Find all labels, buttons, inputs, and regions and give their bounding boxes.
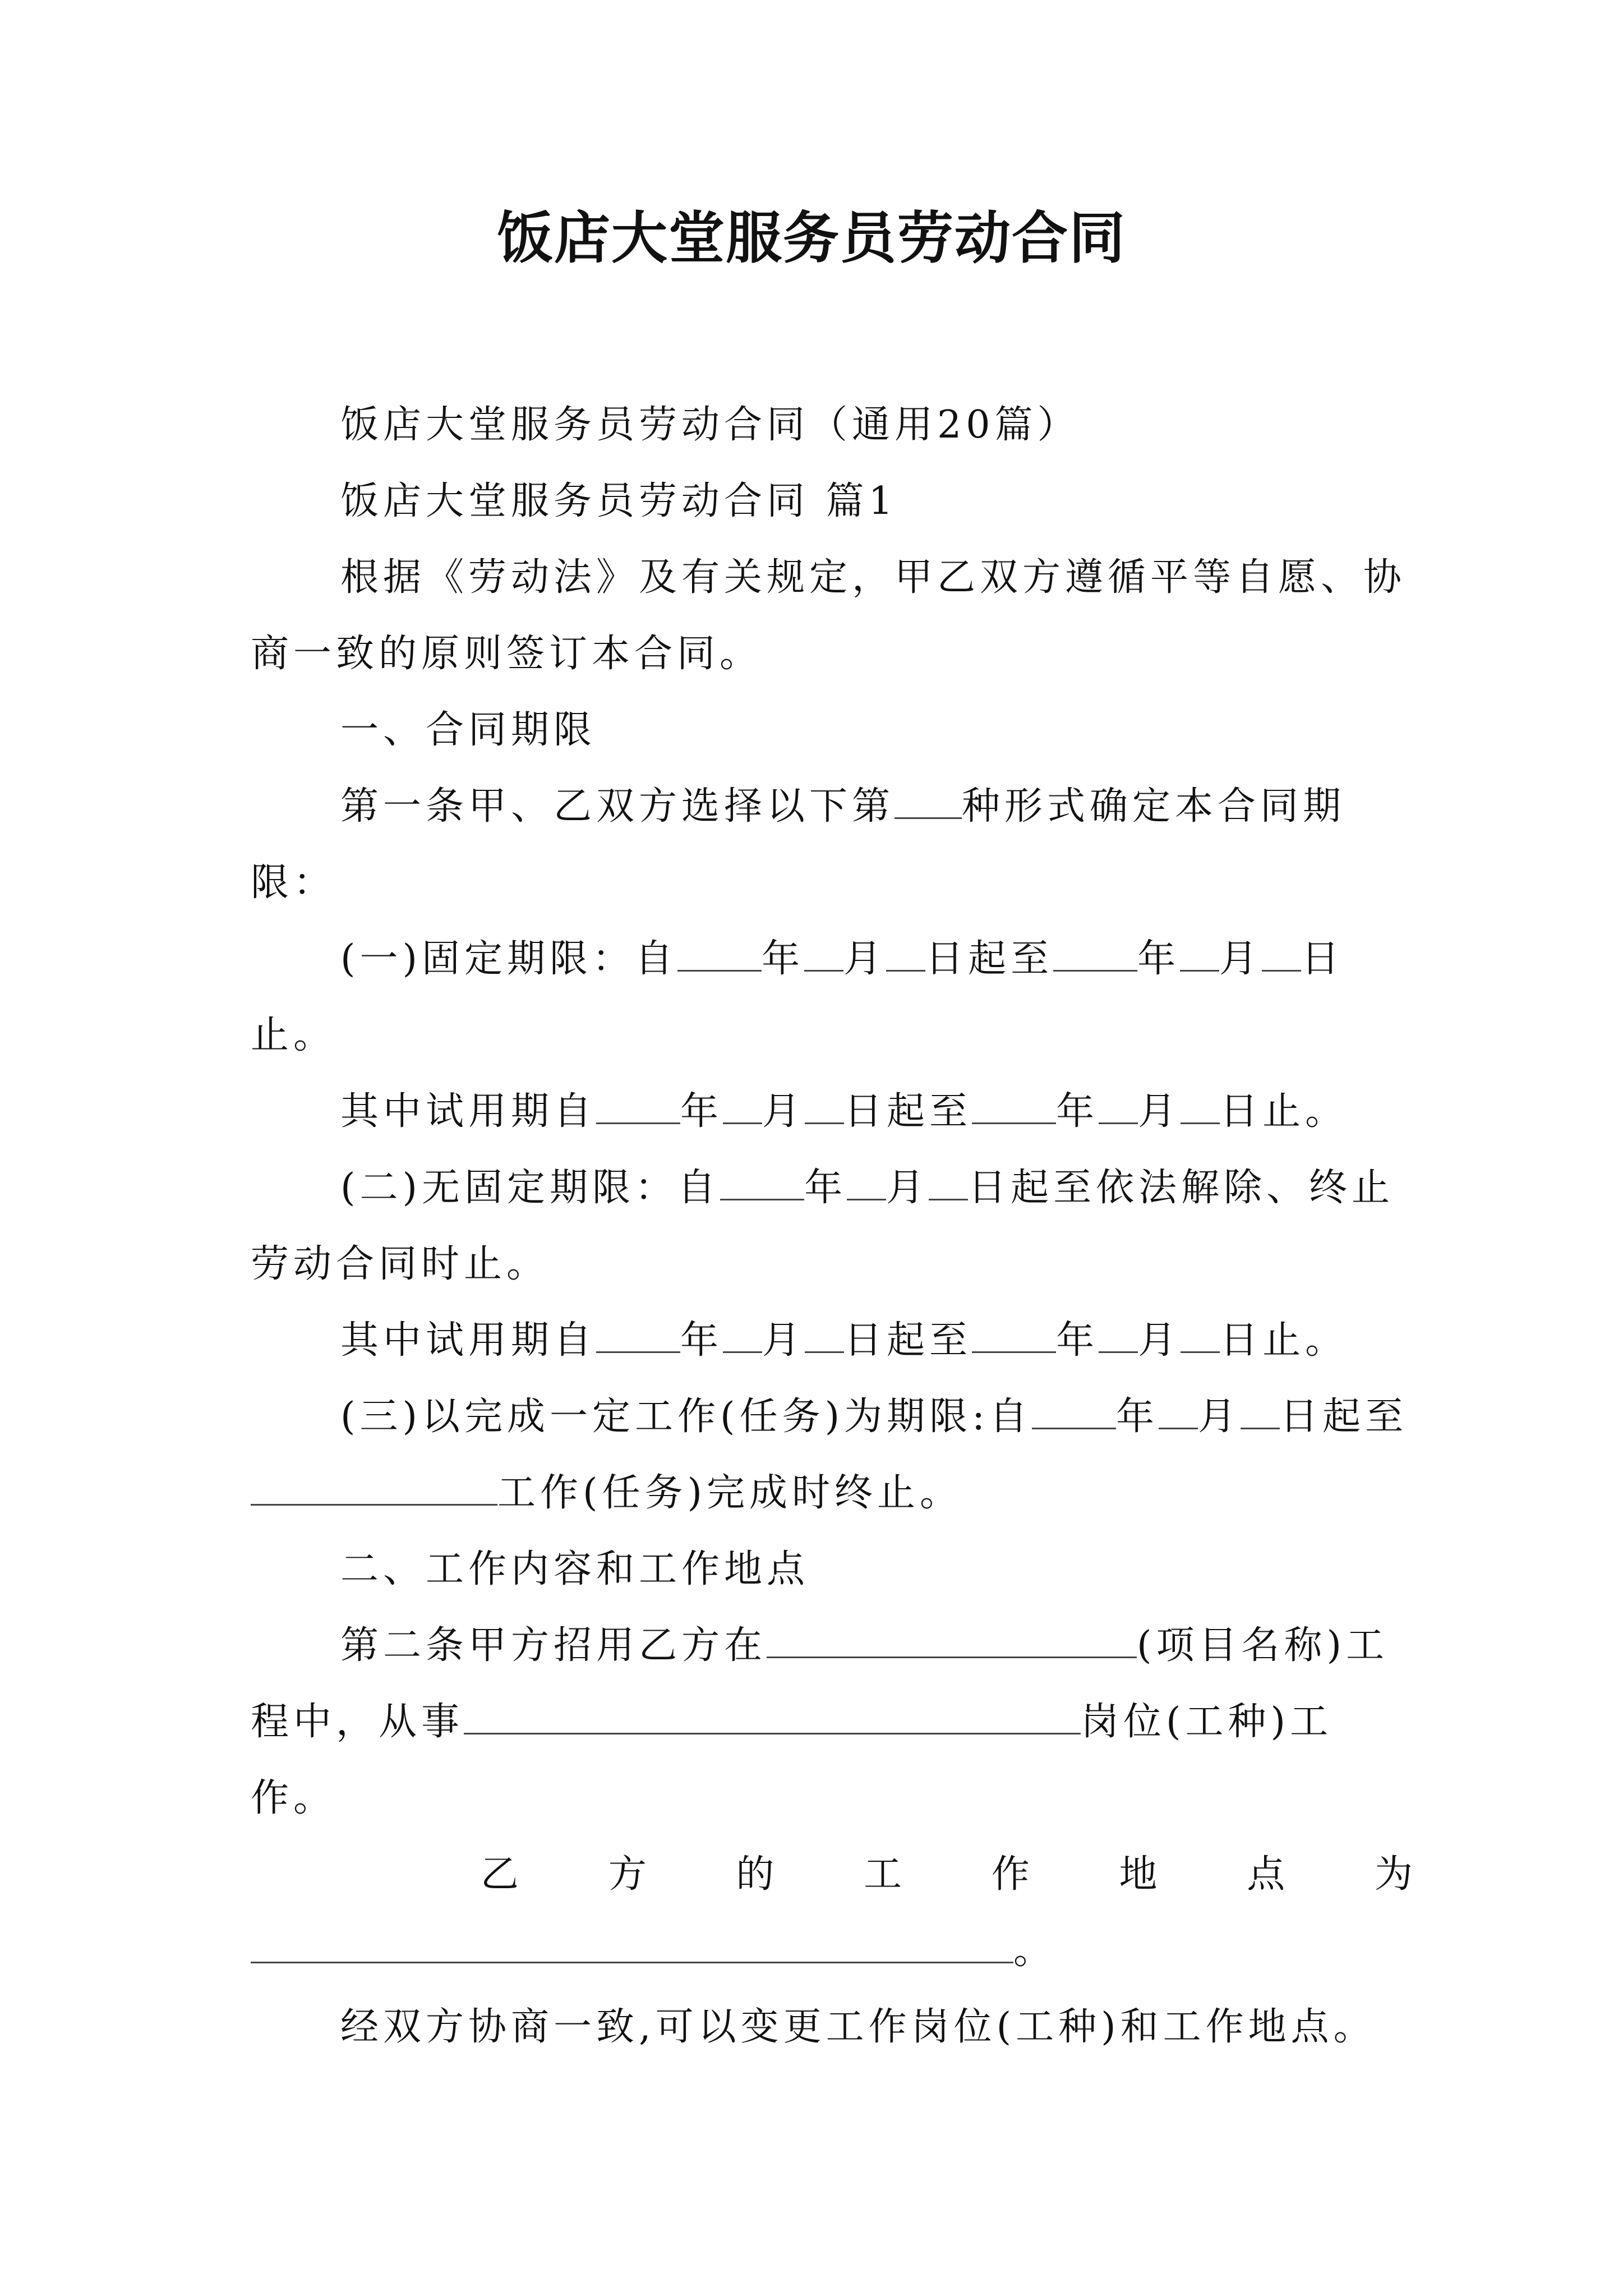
blank-field — [1099, 1089, 1138, 1124]
clause-task-term — [251, 1379, 1417, 1531]
blank-field — [805, 1089, 844, 1124]
subtitle: 饭店大堂服务员劳动合同（通用20篇） — [340, 403, 1080, 447]
blank-field — [847, 1165, 886, 1200]
clause-2 — [251, 1608, 1417, 1837]
blank-field — [677, 936, 762, 972]
blank-field — [720, 1165, 804, 1200]
blank-field — [1180, 936, 1219, 972]
clause-1-text-a: 第一条甲、乙双方选择以下第 — [340, 784, 895, 829]
blank-field — [1159, 1394, 1198, 1429]
clause-open-term — [251, 1150, 1417, 1303]
blank-field — [767, 1623, 1137, 1658]
text-segment: 月 — [843, 937, 887, 981]
blank-field — [464, 1699, 1081, 1734]
blank-field — [1053, 936, 1137, 972]
blank-field — [596, 1318, 680, 1353]
paragraph-intro: 根据《劳动法》及有关规定，甲乙双方遵循平等自愿、协商一致的原则签订本合同。 — [251, 555, 1407, 676]
blank-field — [1181, 1089, 1220, 1124]
blank-field — [723, 1318, 762, 1353]
work-location-blank-line — [251, 1913, 1417, 1989]
text-segment: (一)固定期限：自 — [340, 937, 678, 981]
text-segment: 日止。 — [1220, 1318, 1348, 1363]
text-segment: (二)无固定期限：自 — [340, 1166, 721, 1210]
text-segment: 日起至依法解除、终止劳动合同时止。 — [251, 1166, 1395, 1286]
text-segment: 日起至 — [844, 1089, 972, 1134]
text-segment: 日止。 — [1220, 1089, 1348, 1134]
blank-field — [886, 936, 925, 972]
blank-field — [895, 784, 962, 819]
heading-contract-term: 一、合同期限 — [340, 708, 597, 752]
text-segment: 月 — [762, 1318, 805, 1363]
text-segment: 年 — [680, 1089, 723, 1134]
text-segment: 其中试用期自 — [340, 1318, 597, 1363]
text-segment: 月 — [1198, 1395, 1241, 1439]
text-segment: 日起至 — [925, 937, 1054, 981]
section-title: 饭店大堂服务员劳动合同 篇1 — [340, 479, 897, 523]
blank-field — [251, 1470, 497, 1506]
text-segment: 月 — [1219, 937, 1262, 981]
text-segment: 第二条甲方招用乙方在 — [340, 1623, 767, 1668]
document-body — [251, 387, 1417, 2065]
clause-change-position: 经双方协商一致,可以变更工作岗位(工种)和工作地点。 — [340, 2005, 1376, 2049]
text-segment: 年 — [1056, 1318, 1099, 1363]
text-segment: 其中试用期自 — [340, 1089, 597, 1134]
text-segment: 日起至 — [844, 1318, 972, 1363]
blank-field — [1032, 1394, 1116, 1429]
blank-field — [972, 1318, 1056, 1353]
blank-field — [805, 1318, 844, 1353]
blank-field — [596, 1089, 680, 1124]
text-segment: 月 — [1138, 1318, 1181, 1363]
text-segment: 工作(任务)完成时终止。 — [497, 1471, 963, 1515]
text-segment: (项目名称)工程中，从事 — [251, 1623, 1389, 1744]
clause-probation-2 — [251, 1303, 1417, 1379]
text-segment: 月 — [886, 1166, 929, 1210]
text-segment: 日起至 — [1280, 1395, 1408, 1439]
text-segment: 月 — [762, 1089, 805, 1134]
clause-fixed-term — [251, 921, 1417, 1074]
text-segment: 年 — [762, 937, 805, 981]
blank-field — [804, 936, 843, 972]
blank-field — [1262, 936, 1301, 972]
blank-field — [1241, 1394, 1280, 1429]
clause-1-text-b: 种形式确定本合同期限： — [251, 784, 1346, 905]
blank-field — [723, 1089, 762, 1124]
clause-probation-1 — [251, 1074, 1417, 1150]
text-segment: 年 — [1137, 937, 1181, 981]
heading-work-content: 二、工作内容和工作地点 — [340, 1547, 810, 1591]
blank-field — [972, 1089, 1056, 1124]
blank-field — [1099, 1318, 1138, 1353]
text-segment: (三)以完成一定工作(任务)为期限:自 — [340, 1395, 1032, 1439]
text-segment: 年 — [1116, 1395, 1159, 1439]
clause-1 — [251, 769, 1417, 921]
text-segment: 年 — [1056, 1089, 1099, 1134]
text-segment: 岗位(工种)工作。 — [251, 1700, 1333, 1820]
text-segment: 。 — [1013, 1929, 1057, 1973]
text-segment: 日止。 — [251, 937, 1344, 1057]
text-segment: 年 — [680, 1318, 723, 1363]
blank-field — [929, 1165, 968, 1200]
document-title: 饭店大堂服务员劳动合同 — [497, 205, 1126, 271]
text-segment: 月 — [1138, 1089, 1181, 1134]
blank-field — [251, 1928, 1013, 1963]
work-location-line: 乙方的工作地点为 — [481, 1852, 1417, 1897]
blank-field — [1181, 1318, 1220, 1353]
text-segment: 年 — [804, 1166, 847, 1210]
